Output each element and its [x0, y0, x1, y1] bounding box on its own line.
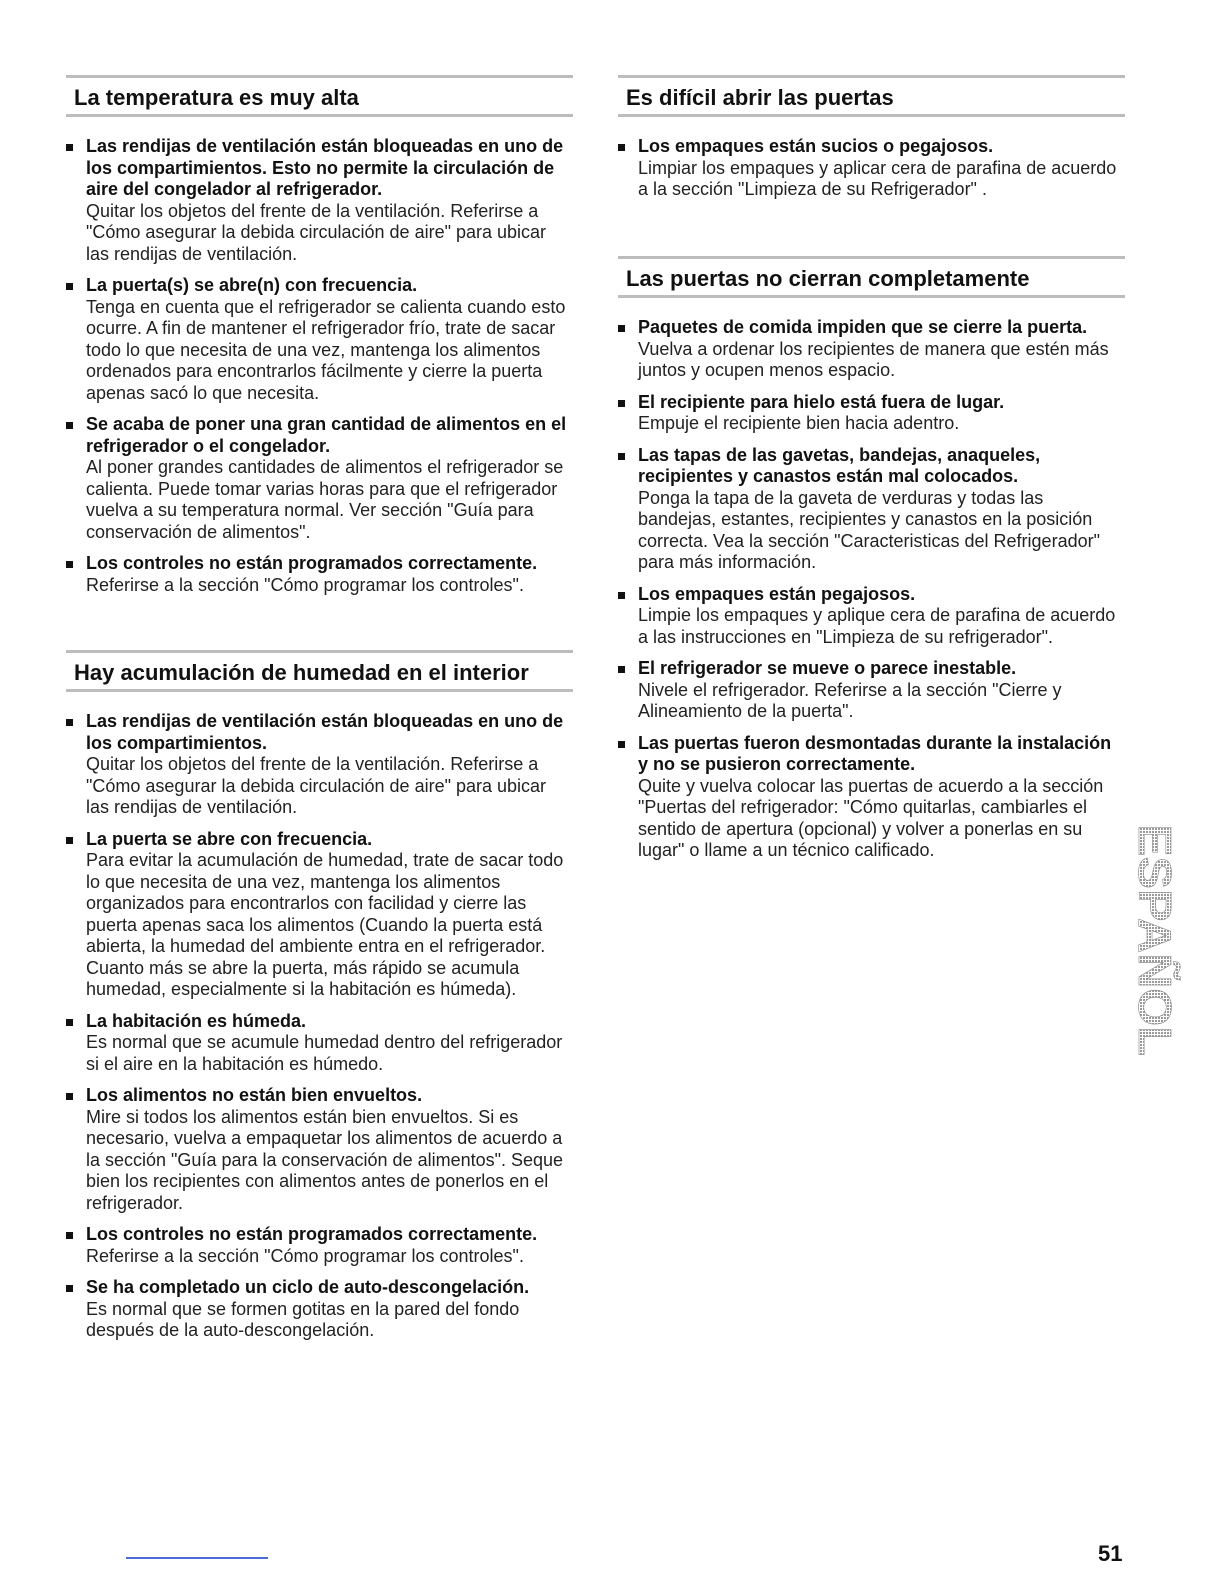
- footer-link-line[interactable]: [126, 1557, 268, 1559]
- item-text: Mire si todos los alimentos están bien envueltos. Si es necesario, vuelva a empaquetar los alimentos de acuerdo a la sección "Guía para la conservación de alimentos". Seque bien los recipientes con alimentos antes de ponerlos en el refrigerador.: [86, 1106, 564, 1213]
- bullet-icon: [66, 1285, 73, 1292]
- humidity-items: [66, 711, 573, 1352]
- bullet-icon: [66, 1093, 73, 1100]
- item-title: Paquetes de comida impiden que se cierre la puerta.: [638, 317, 1088, 337]
- bullet-icon: [618, 592, 625, 599]
- list-item: [66, 829, 573, 1001]
- item-title: La habitación es húmeda.: [86, 1010, 307, 1031]
- list-item: [618, 392, 1125, 435]
- section-title: Las puertas no cierran completamente: [626, 266, 1030, 291]
- item-title: Los controles no están programados correctamente.: [86, 1224, 538, 1244]
- list-item: [618, 136, 1125, 201]
- item-text: Referirse a la sección "Cómo programar los controles".: [86, 1245, 524, 1266]
- item-text: Es normal que se acumule humedad dentro del refrigerador si el aire en la habitación es húmedo.: [86, 1032, 563, 1074]
- bullet-icon: [66, 837, 73, 844]
- right-column: [618, 0, 1125, 1584]
- section-header-humidity: [66, 650, 573, 692]
- item-text: Para evitar la acumulación de humedad, trate de sacar todo lo que necesita de una vez, mantenga los alimentos organizados para encontrarlos con facilidad y cierre las puerta apenas saca los alimentos (Cuando la puerta está abierta, la humedad del ambiente entra en el refrigerador. Cuanto más se abre la puerta, más rápido se acumula humedad, especialmente si la habitación es húmeda).: [86, 850, 564, 999]
- section-title: Hay acumulación de humedad en el interior: [74, 660, 529, 685]
- item-title: El recipiente para hielo está fuera de lugar.: [638, 391, 1005, 412]
- item-title: Los empaques están sucios o pegajosos.: [638, 136, 994, 156]
- item-text: Limpiar los empaques y aplicar cera de parafina de acuerdo a la sección "Limpieza de su Refrigerador" .: [638, 157, 1117, 199]
- item-title: Los controles no están programados correctamente.: [86, 553, 538, 573]
- list-item: [66, 553, 573, 596]
- bullet-icon: [66, 561, 73, 568]
- list-item: [618, 733, 1125, 862]
- list-item: [618, 658, 1125, 723]
- item-text: Al poner grandes cantidades de alimentos el refrigerador se calienta. Puede tomar varias horas para que el refrigerador vuelva a su temperatura normal. Ver sección "Guía para conservación de alimentos".: [86, 457, 564, 542]
- bullet-icon: [618, 400, 625, 407]
- item-text: Nivele el refrigerador. Referirse a la sección "Cierre y Alineamiento de la puerta".: [638, 679, 1062, 721]
- bullet-icon: [66, 144, 73, 151]
- item-text: Referirse a la sección "Cómo programar los controles".: [86, 574, 524, 595]
- item-text: Quitar los objetos del frente de la ventilación. Referirse a "Cómo asegurar la debida circulación de aire" para ubicar las rendijas de ventilación.: [86, 200, 547, 264]
- doors-not-closing-items: [618, 317, 1125, 872]
- item-title: Las tapas de las gavetas, bandejas, anaqueles, recipientes y canastos están mal colocados.: [638, 444, 1041, 486]
- bullet-icon: [618, 741, 625, 748]
- side-tab-label: ESPAÑOL: [1128, 824, 1181, 1043]
- list-item: [66, 1277, 573, 1342]
- bullet-icon: [618, 325, 625, 332]
- list-item: [66, 1085, 573, 1214]
- item-text: Vuelva a ordenar los recipientes de manera que estén más juntos y ocupen menos espacio.: [638, 338, 1109, 380]
- list-item: [66, 136, 573, 265]
- list-item: [66, 711, 573, 819]
- bullet-icon: [66, 283, 73, 290]
- bullet-icon: [618, 453, 625, 460]
- item-title: La puerta(s) se abre(n) con frecuencia.: [86, 275, 418, 295]
- doors-hard-to-open-items: [618, 136, 1125, 211]
- item-text: Limpie los empaques y aplique cera de parafina de acuerdo a las instrucciones en "Limpieza de su refrigerador".: [638, 605, 1116, 647]
- item-title: Las rendijas de ventilación están bloqueadas en uno de los compartimientos.: [86, 711, 564, 753]
- section-title: La temperatura es muy alta: [74, 85, 359, 110]
- list-item: [618, 317, 1125, 382]
- item-text: Ponga la tapa de la gaveta de verduras y todas las bandejas, estantes, recipientes y canastos en la posición correcta. Vea la sección "Caracteristicas del Refrigerador" para más información.: [638, 487, 1100, 572]
- item-title: Los empaques están pegajosos.: [638, 583, 916, 604]
- item-title: La puerta se abre con frecuencia.: [86, 828, 373, 849]
- item-text: Empuje el recipiente bien hacia adentro.: [638, 413, 960, 433]
- item-text: Quitar los objetos del frente de la ventilación. Referirse a "Cómo asegurar la debida circulación de aire" para ubicar las rendijas de ventilación.: [86, 754, 547, 817]
- section-header-doors-hard-to-open: [618, 75, 1125, 117]
- item-title: Los alimentos no están bien envueltos.: [86, 1085, 423, 1105]
- list-item: [66, 275, 573, 404]
- item-text: Tenga en cuenta que el refrigerador se calienta cuando esto ocurre. A fin de mantener el refrigerador frío, trate de sacar todo lo que necesita de una vez, mantenga los alimentos ordenados para encontrarlos fácilmente y cierre la puerta apenas sacó lo que necesita.: [86, 296, 566, 403]
- item-text: Es normal que se formen gotitas en la pared del fondo después de la auto-descongelación.: [86, 1298, 520, 1340]
- bullet-icon: [66, 719, 73, 726]
- language-side-tab: [1128, 820, 1181, 1060]
- item-title: Se ha completado un ciclo de auto-descongelación.: [86, 1277, 530, 1297]
- high-temperature-items: [66, 136, 573, 606]
- item-title: Las puertas fueron desmontadas durante la instalación y no se pusieron correctamente.: [638, 732, 1112, 774]
- list-item: [66, 1011, 573, 1076]
- section-header-high-temperature: [66, 75, 573, 117]
- list-item: [66, 1224, 573, 1267]
- item-title: Se acaba de poner una gran cantidad de alimentos en el refrigerador o el congelador.: [86, 414, 567, 456]
- bullet-icon: [66, 1232, 73, 1239]
- left-column: [66, 0, 573, 1584]
- list-item: [618, 445, 1125, 574]
- section-header-doors-not-closing: [618, 256, 1125, 298]
- item-text: Quite y vuelva colocar las puertas de acuerdo a la sección "Puertas del refrigerador: "Cómo quitarlas, cambiarles el sentido de apertura (opcional) y volver a ponerlas en su lugar" o llame a un técnico calificado.: [638, 775, 1104, 860]
- page-number: 51: [1098, 1541, 1123, 1566]
- item-title: El refrigerador se mueve o parece inestable.: [638, 658, 1017, 678]
- section-title: Es difícil abrir las puertas: [626, 85, 894, 110]
- list-item: [618, 584, 1125, 649]
- list-item: [66, 414, 573, 543]
- bullet-icon: [618, 666, 625, 673]
- item-title: Las rendijas de ventilación están bloqueadas en uno de los compartimientos. Esto no permite la circulación de aire del congelador al refrigerador.: [86, 136, 564, 199]
- bullet-icon: [66, 1019, 73, 1026]
- bullet-icon: [66, 422, 73, 429]
- bullet-icon: [618, 144, 625, 151]
